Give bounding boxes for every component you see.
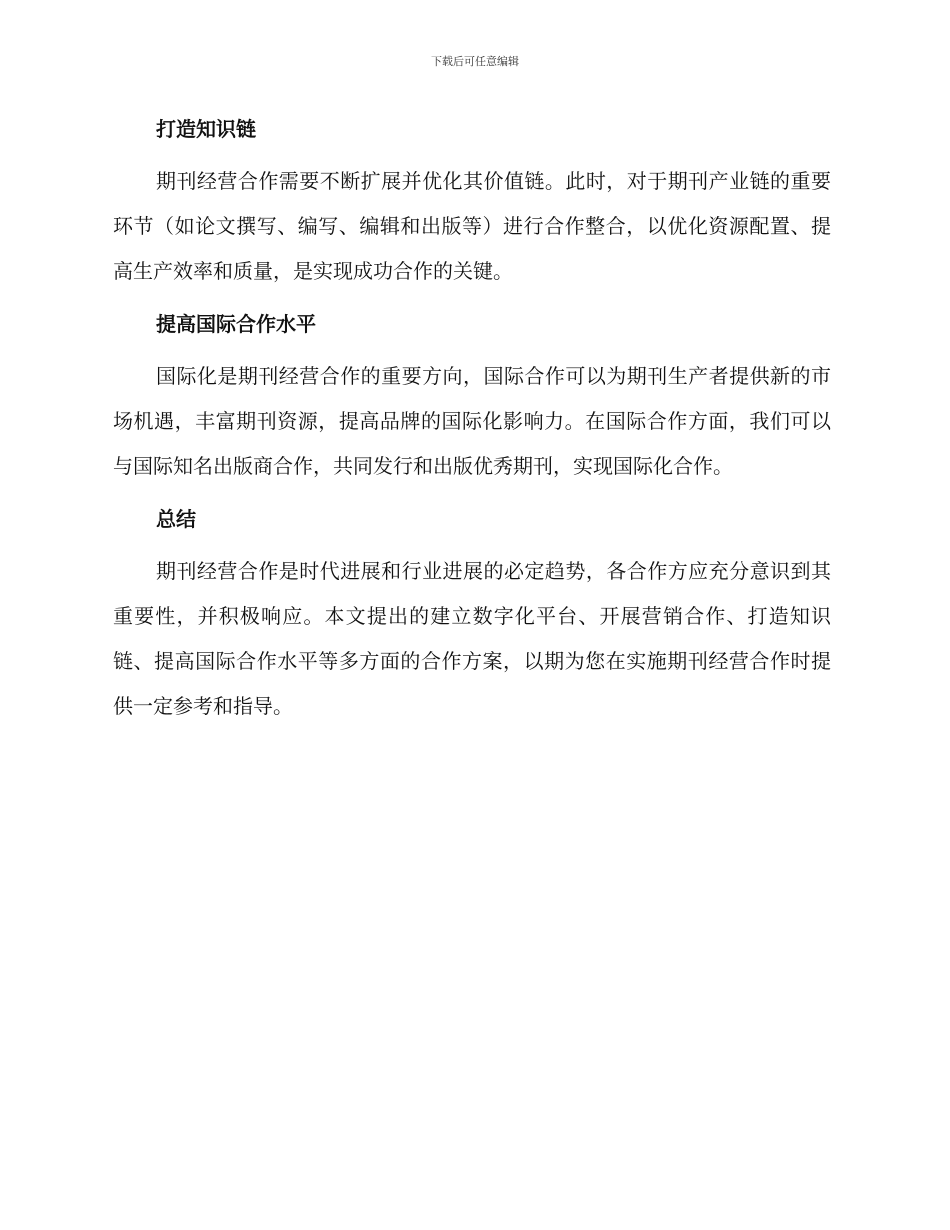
section-paragraph: 国际化是期刊经营合作的重要方向，国际合作可以为期刊生产者提供新的市场机遇，丰富期刊资源，提高品牌的国际化影响力。在国际合作方面，我们可以与国际知名出版商合作，共同发行和出版优秀期刊，实现国际化合作。: [113, 364, 831, 478]
page-header: 下载后可任意编辑: [431, 55, 519, 68]
section-international-cooperation: [113, 306, 831, 489]
section-heading: 提高国际合作水平: [156, 312, 316, 336]
section-summary: [113, 501, 831, 729]
section-knowledge-chain: [113, 111, 831, 294]
section-paragraph: 期刊经营合作需要不断扩展并优化其价值链。此时，对于期刊产业链的重要环节（如论文撰写、编写、编辑和出版等）进行合作整合，以优化资源配置、提高生产效率和质量，是实现成功合作的关键。: [113, 169, 831, 283]
document-body: [113, 111, 831, 729]
section-heading: 总结: [156, 507, 196, 531]
section-paragraph: 期刊经营合作是时代进展和行业进展的必定趋势，各合作方应充分意识到其重要性，并积极响应。本文提出的建立数字化平台、开展营销合作、打造知识链、提高国际合作水平等多方面的合作方案，以期为您在实施期刊经营合作时提供一定参考和指导。: [113, 559, 831, 718]
section-heading: 打造知识链: [156, 117, 256, 141]
